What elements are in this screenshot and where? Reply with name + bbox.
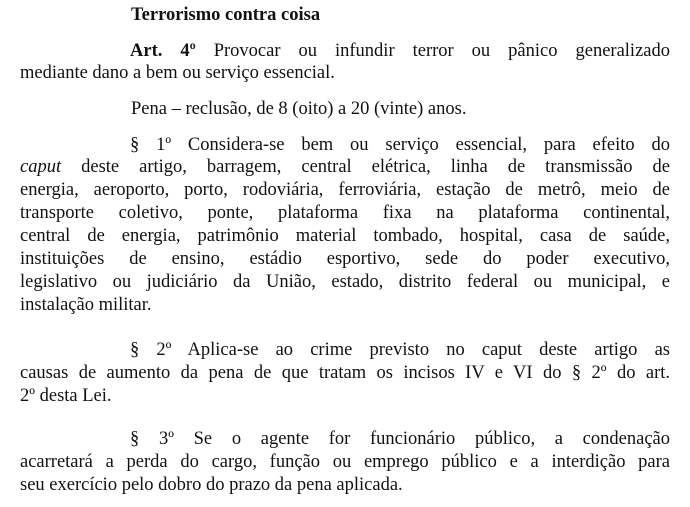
par2-line-1: § 2º Aplica-se ao crime previsto no caput deste artigo as: [130, 340, 670, 360]
par1-line-5: central de energia, patrimônio material tombado, hospital, casa de saúde,: [20, 226, 670, 246]
art4-line-2: mediante dano a bem ou serviço essencial.: [20, 63, 335, 83]
par1-line-1: § 1º Considera-se bem ou serviço essencial, para efeito do: [130, 135, 670, 155]
art4-line-1-text: Provocar ou infundir terror ou pânico generalizado: [213, 41, 670, 61]
art4-label: Art. 4º: [130, 41, 196, 61]
par3-line-2: acarretará a perda do cargo, função ou emprego público e a interdição para: [20, 452, 670, 472]
par2-line-2: causas de aumento da pena de que tratam os incisos IV e VI do § 2º do art.: [20, 363, 670, 383]
section-heading: Terrorismo contra coisa: [131, 5, 321, 25]
pena-line: Pena – reclusão, de 8 (oito) a 20 (vinte) anos.: [131, 99, 467, 119]
par3-line-1: § 3º Se o agente for funcionário público, a condenação: [130, 429, 670, 449]
par1-line-4: transporte coletivo, ponte, plataforma fixa na plataforma continental,: [20, 203, 670, 223]
par2-line-3: 2º desta Lei.: [20, 386, 112, 406]
par1-line-2: [20, 156, 670, 178]
par1-line-6: instituições de ensino, estádio esportivo, sede do poder executivo,: [20, 249, 670, 269]
par3-line-3: seu exercício pelo dobro do prazo da pena aplicada.: [20, 475, 403, 495]
par1-line-2-text: deste artigo, barragem, central elétrica, linha de transmissão de: [61, 157, 670, 177]
par1-line-3: energia, aeroporto, porto, rodoviária, ferroviária, estação de metrô, meio de: [20, 180, 670, 200]
art4-line-1: [130, 40, 670, 62]
caput-term: caput: [20, 157, 62, 177]
par1-line-8: instalação militar.: [20, 295, 152, 315]
par1-line-7: legislativo ou judiciário da União, estado, distrito federal ou municipal, e: [20, 272, 670, 292]
